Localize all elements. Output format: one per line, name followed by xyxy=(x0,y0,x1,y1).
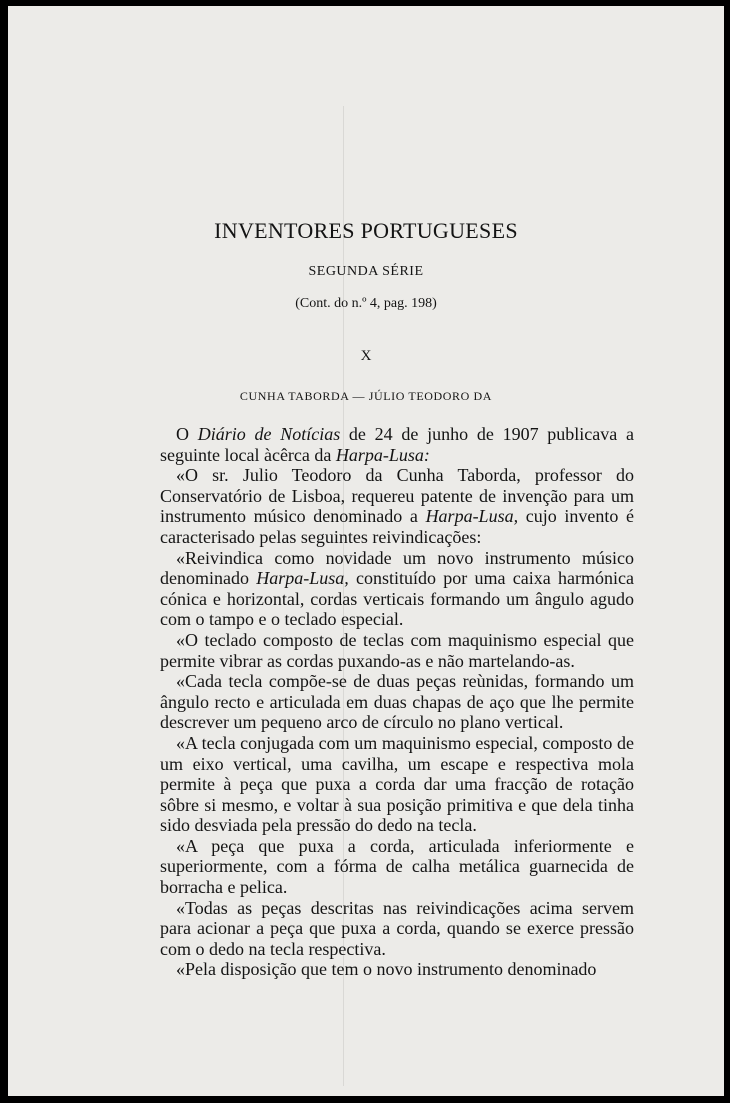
paragraph: O Diário de Notícias de 24 de junho de 1907 publicava a seguinte local àcêrca da Harpa-Lusa: xyxy=(160,424,634,465)
paragraph: «Todas as peças descritas nas reivindicações acima servem para acionar a peça que puxa a corda, quando se exerce pressão com o dedo na tecla respectiva. xyxy=(160,897,634,959)
paragraph: «O teclado composto de teclas com maquinismo especial que permite vibrar as cordas puxando-as e não martelando-as. xyxy=(160,629,634,671)
paragraph: «Cada tecla compõe-se de duas peças reùnidas, formando um ângulo recto e articulada em duas chapas de aço que lhe permite descrever um pequeno arco de círculo no plano vertical. xyxy=(160,671,634,733)
paragraph: «A tecla conjugada com um maquinismo especial, composto de um eixo vertical, uma cavilha, um escape e respectiva mola permite à peça que puxa a corda dar uma fracção de rotação sôbre si mesmo, e voltar à sua posição primitiva e que dela tinha sido desviada pela pressão do dedo na tecla. xyxy=(160,732,634,836)
article-body xyxy=(160,424,634,980)
paragraph: «O sr. Julio Teodoro da Cunha Taborda, professor do Conservatório de Lisboa, requereu patente de invenção para um instrumento músico denominado a Harpa-Lusa, cujo invento é caracterisado pelas seguintes reivindicações: xyxy=(160,465,634,547)
page-title: INVENTORES PORTUGUESES xyxy=(214,218,518,243)
paragraph: «A peça que puxa a corda, articulada inferiormente e superiormente, com a fórma de calha metálica guarnecida de borracha e pelica. xyxy=(160,835,634,898)
section-subject: CUNHA TABORDA — JÚLIO TEODORO DA xyxy=(239,389,493,403)
section-number: X xyxy=(360,348,372,364)
paragraph: «Reivindica como novidade um novo instrumento músico denominado Harpa-Lusa, constituído por uma caixa harmónica cónica e horizontal, cordas verticais formando um ângulo agudo com o tampo e o teclado especial. xyxy=(160,547,634,630)
series-label: SEGUNDA SÉRIE xyxy=(308,264,424,279)
continuation-note: (Cont. do n.º 4, pag. 198) xyxy=(295,296,437,311)
paragraph: «Pela disposição que tem o novo instrumento denominado xyxy=(176,959,597,980)
document-page xyxy=(8,6,724,1096)
